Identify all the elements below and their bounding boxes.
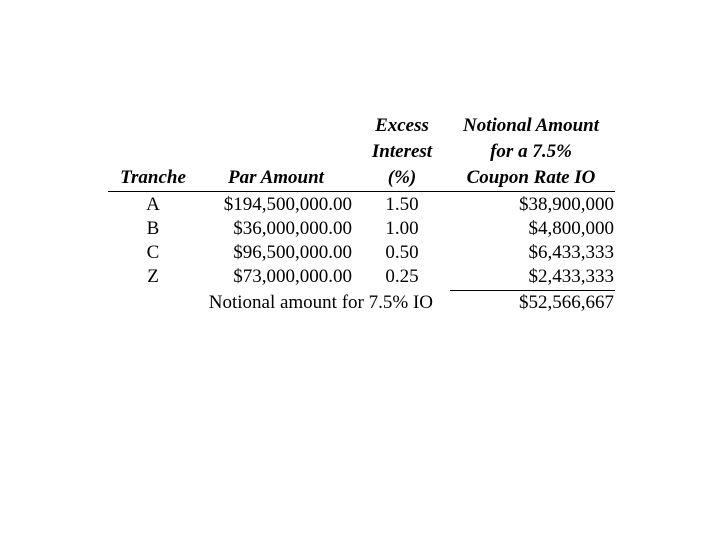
row-z-notional: $2,433,333 [528,266,614,287]
row-a-tranche: A [146,194,160,215]
header-notional-line3: Coupon Rate IO [466,167,596,188]
row-z-tranche: Z [147,266,159,287]
header-notional-line1: Notional Amount [462,115,600,136]
row-a-excess: 1.50 [385,194,419,215]
header-notional-line2: for a 7.5% [490,141,572,162]
row-a-par-amount: $194,500,000.00 [223,194,352,215]
header-tranche: Tranche [120,167,186,188]
row-z-par-amount: $73,000,000.00 [233,266,352,287]
row-b-tranche: B [146,218,160,239]
row-c-excess: 0.50 [385,242,419,263]
row-c-tranche: C [146,242,160,263]
row-b-par-amount: $36,000,000.00 [233,218,352,239]
row-a-notional: $38,900,000 [519,194,614,215]
row-c-par-amount: $96,500,000.00 [233,242,352,263]
row-b-notional: $4,800,000 [528,218,614,239]
total-label: Notional amount for 7.5% IO [208,292,433,313]
header-excess-line3: (%) [387,167,417,188]
row-z-excess: 0.25 [385,266,419,287]
total-value: $52,566,667 [519,292,614,313]
header-par-amount: Par Amount [228,167,324,188]
header-excess-line1: Excess [375,115,429,136]
row-c-notional: $6,433,333 [528,242,614,263]
row-b-excess: 1.00 [385,218,419,239]
header-excess-line2: Interest [371,141,433,162]
